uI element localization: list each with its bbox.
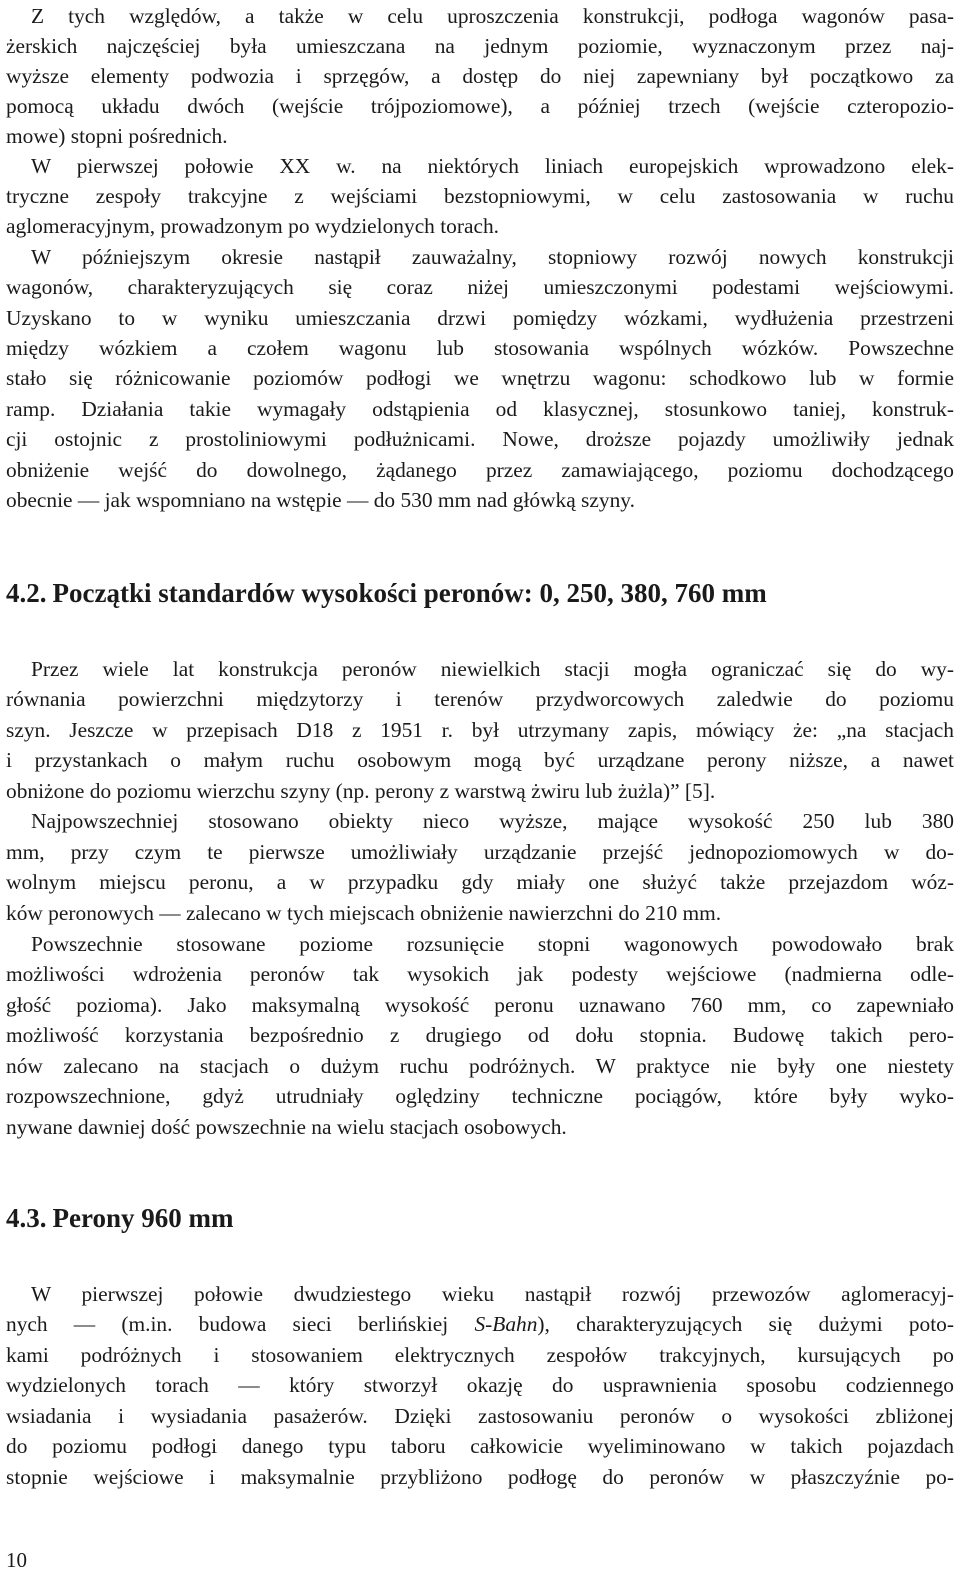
text-line: i przystankach o małym ruchu osobowym mogą być urządzane perony niższe, a nawet [6, 748, 954, 772]
text-line: Przez wiele lat konstrukcja peronów niewielkich stacji mogła ograniczać się do wy- [31, 657, 954, 681]
text-line: żerskich najczęściej była umieszczana na jednym poziomie, wyznaczonym przez naj- [6, 34, 954, 58]
section-number: 4.3. [6, 1203, 47, 1233]
page-number: 10 [6, 1548, 27, 1572]
text-line: mm, przy czym te pierwsze umożliwiały urządzanie przejść jednopoziomowych w do- [6, 840, 954, 864]
text-line: cji ostojnic z prostoliniowymi podłużnicami. Nowe, droższe pojazdy umożliwiły jednak [6, 427, 954, 451]
section-number: 4.2. [6, 578, 47, 608]
text-line: ków peronowych — zalecano w tych miejscach obniżenie nawierzchni do 210 mm. [6, 901, 722, 925]
section-heading [6, 1201, 954, 1235]
text-line: rozpowszechnione, gdyż utrudniały oględziny techniczne pociągów, które były wyko- [6, 1084, 954, 1108]
section-heading [6, 576, 954, 610]
text-line: równania powierzchni międzytorzy i terenów przydworcowych zaledwie do poziomu [6, 687, 954, 711]
text-line: ramp. Działania takie wymagały odstąpienia od klasycznej, stosunkowo taniej, konstruk- [6, 397, 954, 421]
text-line: Z tych względów, a także w celu uproszczenia konstrukcji, podłoga wagonów pasa- [31, 4, 954, 28]
text-line: możliwości wdrożenia peronów tak wysokich jak podesty wejściowe (nadmierna odle- [6, 962, 954, 986]
text-line: Najpowszechniej stosowano obiekty nieco wyższe, mające wysokość 250 lub 380 [31, 809, 954, 833]
text-line: Powszechnie stosowane poziome rozsunięcie stopni wagonowych powodowało brak [31, 932, 954, 956]
text-line: stopnie wejściowe i maksymalnie przybliżono podłogę do peronów w płaszczyźnie po- [6, 1465, 954, 1489]
text-line: możliwość korzystania bezpośrednio z drugiego od dołu stopnia. Budowę takich pero- [6, 1023, 954, 1047]
text-line: aglomeracyjnym, prowadzonym po wydzielonych torach. [6, 214, 500, 238]
text-line: wyższe elementy podwozia i sprzęgów, a dostęp do niej zapewniany był początkowo za [6, 64, 954, 88]
text-line: W pierwszej połowie XX w. na niektórych liniach europejskich wprowadzono elek- [31, 154, 954, 178]
text-line: W późniejszym okresie nastąpił zauważalny, stopniowy rozwój nowych konstrukcji [31, 245, 954, 269]
section-title: Początki standardów wysokości peronów: 0, 250, 380, 760 mm [52, 578, 767, 608]
text-line: głość pozioma). Jako maksymalną wysokość peronu uznawano 760 mm, co zapewniało [6, 993, 954, 1017]
text-line: obecnie — jak wspomniano na wstępie — do 530 mm nad główką szyny. [6, 488, 635, 512]
text-line: wolnym miejscu peronu, a w przypadku gdy miały one służyć także przejazdom wóz- [6, 870, 954, 894]
text-line: W pierwszej połowie dwudziestego wieku nastąpił rozwój przewozów aglomeracyj- [31, 1282, 954, 1306]
text-line: nych — (m.in. budowa sieci berlińskiej S-Bahn), charakteryzujących się dużymi poto- [6, 1312, 954, 1336]
text-line: obniżenie wejść do dowolnego, żądanego przez zamawiającego, poziomu dochodzącego [6, 458, 954, 482]
text-line: kami podróżnych i stosowaniem elektrycznych zespołów trakcyjnych, kursujących po [6, 1343, 954, 1367]
text-line: do poziomu podłogi danego typu taboru całkowicie wyeliminowano w takich pojazdach [6, 1434, 954, 1458]
text-line: obniżone do poziomu wierzchu szyny (np. perony z warstwą żwiru lub żużla)” [5]. [6, 779, 716, 803]
text-line: szyn. Jeszcze w przepisach D18 z 1951 r. był utrzymany zapis, mówiący że: „na stacjach [6, 718, 954, 742]
text-line: wsiadania i wysiadania pasażerów. Dzięki zastosowaniu peronów o wysokości zbliżonej [6, 1404, 954, 1428]
text-line: wagonów, charakteryzujących się coraz niżej umieszczonymi podestami wejściowymi. [6, 275, 954, 299]
text-line: stało się różnicowanie poziomów podłogi we wnętrzu wagonu: schodkowo lub w formie [6, 366, 954, 390]
section-title: Perony 960 mm [52, 1203, 234, 1233]
text-line: między wózkiem a czołem wagonu lub stosowania wspólnych wózków. Powszechne [6, 336, 954, 360]
text-line: mowe) stopni pośrednich. [6, 124, 228, 148]
text-line: pomocą układu dwóch (wejście trójpoziomowe), a później trzech (wejście czteropozio- [6, 94, 954, 118]
text-line: Uzyskano to w wyniku umieszczania drzwi pomiędzy wózkami, wydłużenia przestrzeni [6, 306, 954, 330]
text-line: wydzielonych torach — który stworzył okazję do usprawnienia sposobu codziennego [6, 1373, 954, 1397]
text-line: nywane dawniej dość powszechnie na wielu stacjach osobowych. [6, 1115, 567, 1139]
text-line: nów zalecano na stacjach o dużym ruchu podróżnych. W praktyce nie były one niestety [6, 1054, 954, 1078]
text-line: tryczne zespoły trakcyjne z wejściami bezstopniowymi, w celu zastosowania w ruchu [6, 184, 954, 208]
